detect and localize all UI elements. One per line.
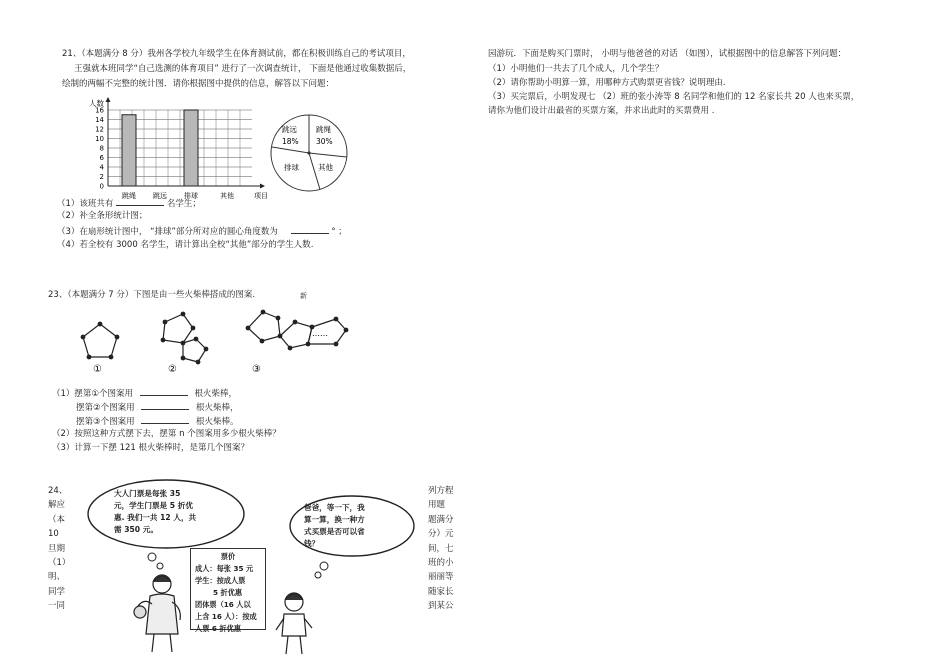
q21-sub3 — [57, 224, 347, 239]
bar-x-arrow — [260, 184, 265, 189]
q24-left-2: （本 — [48, 514, 66, 525]
answer-blank-3[interactable] — [140, 386, 188, 396]
bar-category-label: 跳绳 — [122, 192, 136, 200]
figure-label-1: ① — [93, 364, 102, 375]
child-speech-line-2: 算一算，换一种方 — [304, 515, 365, 524]
child-speech-bubble — [304, 502, 365, 550]
bar-category-label: 跳远 — [153, 192, 167, 200]
child-speech-line-3: 式买票是否可以省 — [304, 527, 365, 536]
q23-unit1: 根火柴棒， — [194, 389, 237, 399]
figure-label-3: ③ — [252, 364, 261, 375]
q23-s1a — [52, 386, 237, 401]
figure-label-2: ② — [168, 364, 177, 375]
ticket-title: 票价 — [220, 552, 236, 561]
q23-unit3: 根火柴棒。 — [196, 417, 239, 427]
child-figure-icon — [276, 593, 312, 654]
father-speech-line-4: 需 350 元。 — [114, 525, 158, 534]
q24-right-2: 题满分 — [428, 514, 454, 525]
q24-right-7: 随家长 — [428, 586, 454, 597]
q24-right-1: 用题 — [428, 500, 446, 511]
q23-s1c — [76, 414, 239, 429]
q23-s1c-text: 摆第③个图案用 — [76, 417, 135, 427]
pie-pct-tiaoyuan: 18% — [282, 137, 299, 146]
bar-y-tick: 14 — [95, 116, 104, 124]
father-speech-line-3: 惠. 我们一共 12 人，共 — [114, 513, 197, 522]
ticket-line-group-3: 人票 6 折优惠 — [195, 624, 241, 633]
q23-s3: （3）计算一下摆 121 根火柴棒时，是第几个图案？ — [52, 443, 250, 453]
father-speech-line-2: 元，学生门票是 5 折优 — [114, 501, 193, 510]
ticket-line-group-2: 上含 16 人）：按成 — [195, 612, 257, 621]
q21-sub4: （4）若全校有 3000 名学生，请计算出全校“其他”部分的学生人数. — [57, 240, 314, 250]
q21-line3: 绘制的两幅不完整的统计图．请你根据图中提供的信息，解答以下问题： — [62, 79, 335, 89]
q24-right-4: 间，七 — [428, 543, 454, 554]
bar-y-tick: 8 — [99, 144, 104, 153]
q23-s1b — [76, 400, 239, 415]
right-line-2: （1）小明他们一共去了几个成人，几个学生？ — [488, 64, 664, 74]
pie-label-qita: 其他 — [318, 163, 333, 172]
answer-blank-1[interactable] — [116, 196, 164, 206]
bar-y-tick: 4 — [99, 163, 104, 172]
q23-s1b-text: 摆第②个图案用 — [76, 403, 135, 413]
bar-x-label: 项目 — [254, 192, 268, 200]
q24-left-1: 解应 — [48, 500, 66, 511]
bar-category-label: 排球 — [184, 192, 198, 200]
ticket-line-adult: 成人：每张 35 元 — [195, 564, 254, 573]
q24-left-8: 一同 — [48, 601, 66, 612]
q24-right-5: 班的小 — [428, 558, 454, 569]
bar-y-tick: 16 — [95, 106, 104, 115]
right-line-4: （3）买完票后，小明发现七 （2）班的张小涛等 8 名同学和他们的 12 名家长共 20 人也来买票， — [488, 92, 860, 102]
bar-y-arrow — [106, 97, 111, 102]
ticket-price-sign — [190, 548, 266, 633]
pie-label-tiaosheng: 跳绳 — [316, 125, 331, 134]
bar-2 — [184, 110, 198, 186]
q24-right-0: 列方程 — [428, 486, 454, 496]
father-figure-icon — [134, 575, 180, 652]
q23-s2: （2）按照这种方式摆下去，摆第 n 个图案用多少根火柴棒？ — [52, 429, 281, 439]
pie-label-tiaoyuan: 跳远 — [282, 125, 297, 134]
q24-right-3: 分）元 — [428, 529, 454, 540]
answer-blank-2[interactable] — [291, 224, 329, 234]
q21-sub3-b: ° ； — [331, 227, 347, 237]
q24-left-3: 10 — [48, 529, 59, 540]
child-speech-line-1: 爸爸，等一下，我 — [304, 503, 365, 512]
q24-right-6: 丽丽等 — [428, 572, 454, 583]
answer-blank-5[interactable] — [141, 414, 189, 424]
father-speech-bubble — [114, 488, 196, 536]
ticket-line-student: 学生：按成人票 — [195, 576, 246, 585]
bar-y-tick: 0 — [99, 182, 104, 191]
pie-chart — [268, 112, 350, 194]
bar-y-tick: 6 — [99, 154, 104, 162]
q24-left-4: 旦期 — [48, 543, 66, 554]
q21-line1: 21、（本题满分 8 分）我州各学校九年级学生在体育测试前，都在积极训练自己的考试项目， — [62, 49, 411, 59]
q21-line2: 王强就本班同学“自己选测的体育项目” 进行了一次调查统计， 下面是他通过收集数据后， — [74, 64, 412, 74]
bar-y-tick: 10 — [95, 135, 104, 143]
bar-y-tick: 12 — [95, 125, 104, 134]
ticket-line-group-1: 团体票（16 人以 — [195, 600, 251, 609]
q21-sub1 — [57, 196, 201, 211]
q24-left-5: （1） — [48, 558, 71, 569]
q23-s1a-text: （1）摆第①个图案用 — [52, 389, 134, 399]
q23-unit2: 根火柴棒， — [196, 403, 239, 413]
q23-title: 23、（本题满分 7 分）下图是由一些火柴棒搭成的图案. — [48, 290, 256, 300]
q24-right-column — [428, 484, 466, 614]
bar-y-tick: 2 — [99, 173, 104, 181]
figure-ellipsis: …… — [312, 329, 328, 338]
pie-label-paiqiu: 排球 — [284, 163, 299, 172]
q24-right-8: 到某公 — [428, 601, 454, 612]
father-speech-line-1: 大人门票是每张 35 — [114, 489, 181, 498]
right-line-5: 请你为他们设计出最省的买票方案，并求出此时的买票费用 . — [488, 106, 715, 116]
q21-sub3-a: （3）在扇形统计图中， “排球”部分所对应的圆心角度数为 — [57, 227, 278, 237]
q24-left-6: 明、 — [48, 572, 66, 583]
ticket-line-student-discount: 5 折优惠 — [213, 588, 243, 597]
bar-chart — [80, 92, 270, 204]
q24-left-7: 同学 — [48, 586, 66, 597]
answer-blank-4[interactable] — [141, 400, 189, 410]
bar-chart-labels — [89, 98, 268, 200]
right-line-3: （2）请你帮助小明算一算，用哪种方式购票更省钱？说明理由. — [488, 78, 726, 88]
q24-left-0: 24、 — [48, 486, 68, 496]
bar-category-label: 其他 — [220, 192, 234, 200]
bar-0 — [122, 115, 136, 186]
q21-sub2: （2）补全条形统计图； — [57, 211, 148, 221]
q21-sub1-a: （1）该班共有 — [57, 199, 114, 209]
bar-y-label: 人数 — [89, 99, 104, 108]
child-speech-line-4: 钱？ — [304, 539, 320, 548]
pie-pct-tiaosheng: 30% — [316, 137, 333, 146]
q21-sub1-b: 名学生； — [166, 199, 201, 209]
matchstick-figures — [40, 300, 360, 380]
q24-left-column — [48, 484, 74, 614]
right-line-1: 园游玩．下面是购买门票时， 小明与他爸爸的对话 （如图），试根据图中的信息解答下列问题： — [488, 49, 847, 59]
q23-stray-char: 新 — [300, 292, 307, 300]
